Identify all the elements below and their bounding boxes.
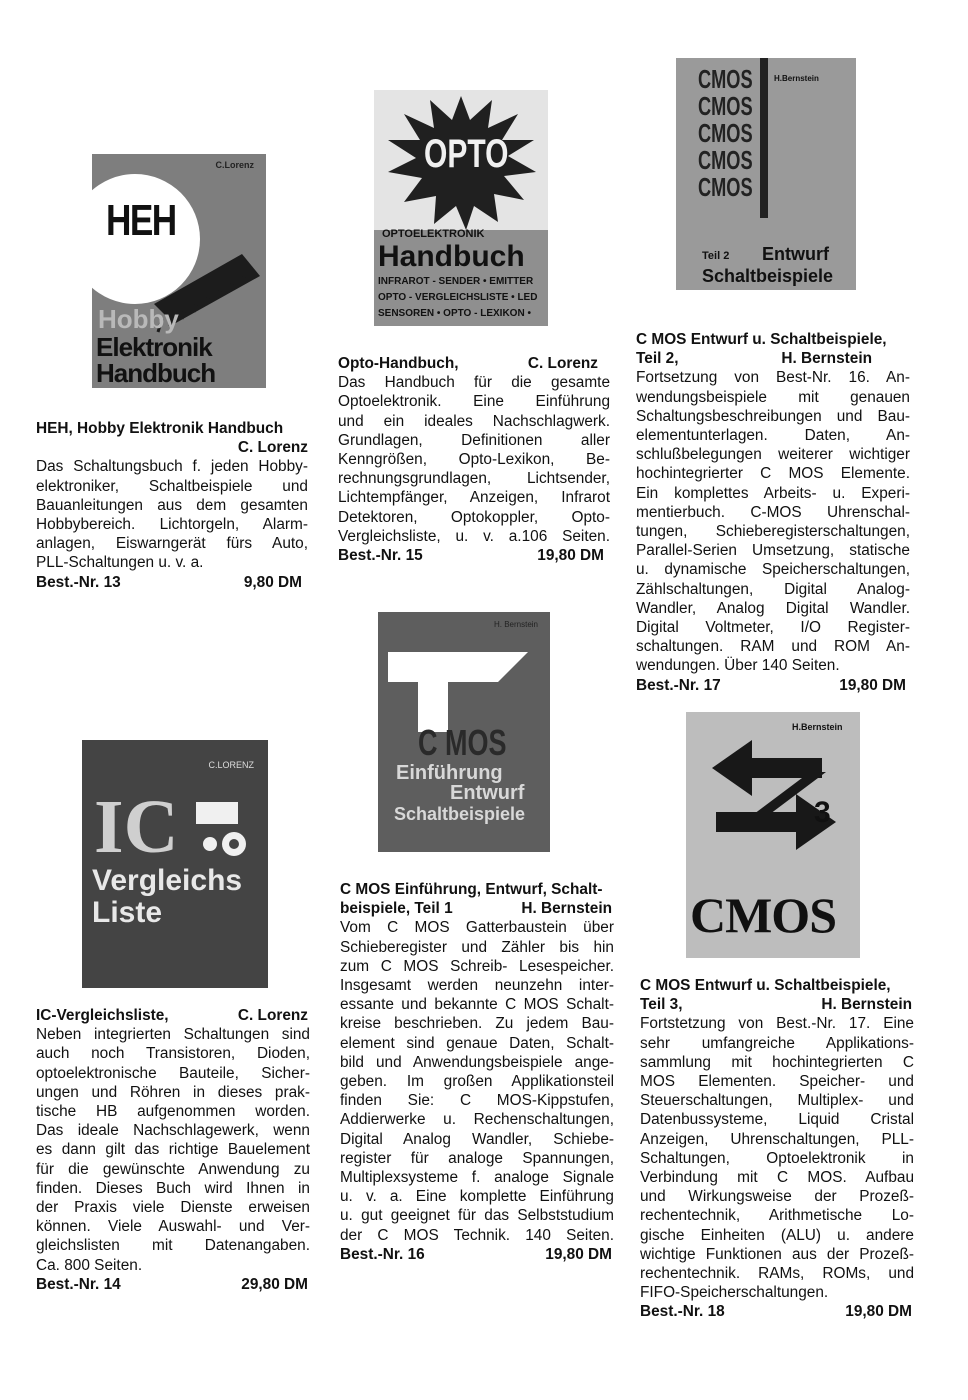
entry-line: Anzeigen, Uhrenschaltungen, PLL- <box>640 1130 914 1148</box>
entry-author: H. Bernstein <box>781 350 872 368</box>
entry-line: Das Schaltungsbuch f. jeden Hobby- <box>36 458 308 476</box>
cover-cmos2-word: CMOS <box>698 91 753 121</box>
entry-line: element sind genaue Daten, Schalt- <box>340 1034 614 1052</box>
entry-line: elektroniker, Schaltbeispiele und <box>36 477 308 495</box>
cover-cmos2-teil: Teil 2 <box>702 250 730 262</box>
order-number: Best.-Nr. 17 <box>636 676 721 694</box>
entry-author: H. Bernstein <box>521 900 612 918</box>
cover-cmos2-stack <box>698 66 776 201</box>
cover-ic <box>82 740 268 988</box>
cover-ic-logo: IC <box>94 785 179 869</box>
entry-line: Wandler, Analog Digital Wandler. <box>636 599 910 617</box>
entry-line: Das ideale Nachschlagewerk, wenn <box>36 1122 310 1140</box>
entry-title: Opto-Handbuch, <box>338 355 459 372</box>
cover-ic-line1: Vergleichs <box>92 864 243 897</box>
cover-opto-sub: OPTOELEKTRONIK <box>382 228 485 240</box>
cover-ic-author: C.LORENZ <box>208 760 254 770</box>
cover-opto-logo: OPTO <box>424 132 509 176</box>
entry-line: ungen und Röhren in dieses prak- <box>36 1083 310 1101</box>
entry-line: Lichtempfänger, Anzeigen, Infrarot <box>338 489 610 507</box>
cover-cmos2-word: CMOS <box>698 118 753 148</box>
entry-author: C. Lorenz <box>527 355 598 372</box>
entry-line: Fortstetzung von Best.-Nr. 17. Eine <box>640 1015 914 1033</box>
entry-line: Vergleichsliste, u. v. a.106 Seiten. <box>338 527 610 545</box>
cover-cmos3-logo: CMOS <box>690 887 836 943</box>
entry-line: Ca. 800 Seiten. <box>36 1256 143 1274</box>
order-number: Best.-Nr. 15 <box>338 547 423 565</box>
entry-opto <box>338 354 610 565</box>
entry-line: Steuerschaltungen, Multiplex- und <box>640 1092 914 1110</box>
entry-line: Vom C MOS Gatterbaustein über <box>340 919 614 937</box>
order-number: Best.-Nr. 13 <box>36 573 121 591</box>
entry-line: wendungsbeispiele mit genauen <box>636 388 910 406</box>
entry-line: und ein ideales Nachschlagwerk. <box>338 412 610 430</box>
entry-line: schaltungen. RAM und ROM An- <box>636 638 910 656</box>
entry-line: Datenbussysteme, Liquid Cristal <box>640 1111 914 1129</box>
price: 19,80 DM <box>537 547 604 565</box>
entry-line: rechentechnik. RAMs, ROMs, und <box>640 1265 914 1283</box>
entry-author: H. Bernstein <box>821 996 912 1014</box>
cover-heh <box>92 154 266 388</box>
entry-line: optoelektronische Bauteile, Sicher- <box>36 1064 310 1082</box>
cover-opto-line3: SENSOREN • OPTO - LEXIKON • <box>378 308 531 319</box>
entry-line: finden Sie: C MOS-Kippstufen, <box>340 1092 614 1110</box>
cover-cmos1-author: H. Bernstein <box>493 620 538 629</box>
entry-line: schlußbelegungen weiterer wichtiger <box>636 446 910 464</box>
entry-line: Detektoren, Optokoppler, Opto- <box>338 508 610 526</box>
order-number: Best.-Nr. 16 <box>340 1245 425 1263</box>
entry-line: der C MOS Technik. 140 Seiten. <box>340 1226 614 1244</box>
entry-line: Ein komplettes Arbeits- u. Experi- <box>636 484 910 502</box>
cover-cmos3-num: 3 <box>814 796 831 829</box>
entry-line: u. v. a. Eine komplette Einführung <box>340 1188 614 1206</box>
entry-title-2: Teil 2, <box>636 350 679 368</box>
entry-line: mentierbuch. C-MOS Uhrenschal- <box>636 503 910 521</box>
price: 9,80 DM <box>243 573 302 591</box>
cover-cmos-teil1 <box>378 612 550 852</box>
cover-cmos2-author: H.Bernstein <box>774 74 819 83</box>
entry-line: es dann gilt das richtige Bauelement <box>36 1141 310 1159</box>
entry-line: MOS Elementen. Speicher- und <box>640 1073 914 1091</box>
entry-line: essante und bekannte C MOS Schalt- <box>340 996 614 1014</box>
cover-cmos2-word: CMOS <box>698 145 753 175</box>
entry-line: Insgesamt werden neunzehn inter- <box>340 977 614 995</box>
entry-line: tungen, Schieberegisterschaltungen, <box>636 523 910 541</box>
cover-cmos2-word: CMOS <box>698 64 753 94</box>
entry-line: kreise beschrieben. Zu jedem Bau- <box>340 1015 614 1033</box>
entry-line: Verbindung mit C MOS. Aufbau <box>640 1169 914 1187</box>
entry-cmos-teil2 <box>636 330 910 695</box>
cover-cmos1-t2: Entwurf <box>450 782 525 804</box>
entry-line: register für analoge Spannungen, <box>340 1149 614 1167</box>
entry-line: und Wirkungsweise der Prozeß- <box>640 1188 914 1206</box>
entry-line: auch noch Transistoren, Dioden, <box>36 1045 310 1063</box>
entry-line: Neben integrierten Schaltungen sind <box>36 1026 310 1044</box>
cover-ic-line2: Liste <box>92 896 163 929</box>
entry-line: rechentechnik, Arithmetische Lo- <box>640 1207 914 1225</box>
entry-title: IC-Vergleichsliste, <box>36 1007 169 1024</box>
cover-heh-author: C.Lorenz <box>215 160 254 170</box>
entry-line: Digital Voltmeter, I/O Register- <box>636 619 910 637</box>
entry-title-2: Teil 3, <box>640 996 683 1014</box>
entry-line: geben. Im großen Applikationsteil <box>340 1073 614 1091</box>
entry-heh <box>36 419 308 592</box>
entry-line: Schaltungen, Optoelektronik in <box>640 1149 914 1167</box>
entry-line: Hobbybereich. Lichtorgeln, Alarm- <box>36 516 308 534</box>
entry-line: rechnungsgrundlagen, Lichtsender, <box>338 470 610 488</box>
cover-opto-title: Handbuch <box>378 240 525 273</box>
entry-line: u. dynamische Speicherschaltungen, <box>636 561 910 579</box>
cover-heh-line3: Handbuch <box>96 358 216 388</box>
order-number: Best.-Nr. 14 <box>36 1275 121 1293</box>
entry-line: für die gewünschte Anwendung zu <box>36 1160 310 1178</box>
entry-line: Fortsetzung von Best-Nr. 16. An- <box>636 369 910 387</box>
entry-cmos-teil3 <box>640 976 914 1322</box>
entry-line: bild und Anwendungsbeispiele ange- <box>340 1053 614 1071</box>
entry-cmos-teil1 <box>340 880 614 1264</box>
entry-ic <box>36 1006 310 1294</box>
entry-line: FIFO-Speicherschaltungen. <box>640 1284 829 1302</box>
entry-line: wichtige Funktionen aus der Prozeß- <box>640 1245 914 1263</box>
entry-line: Bauanleitungen aus dem gesamten <box>36 496 308 514</box>
entry-line: gleichslisten mit Datenangaben. <box>36 1237 310 1255</box>
price: 19,80 DM <box>845 1303 912 1321</box>
entry-author: C. Lorenz <box>237 439 308 457</box>
cover-opto-line2: OPTO - VERGLEICHSLISTE • LED <box>378 292 538 303</box>
order-number: Best.-Nr. 18 <box>640 1303 725 1321</box>
entry-line: Optoelektronik. Eine Einführung <box>338 393 610 411</box>
entry-line: Digital Analog Wandler, Schiebe- <box>340 1130 614 1148</box>
price: 19,80 DM <box>545 1245 612 1263</box>
entry-line: sammlung mit hochintegrierten C <box>640 1053 914 1071</box>
cover-heh-logo: HEH <box>106 196 176 245</box>
entry-line: tische HB aufgenommen worden. <box>36 1103 310 1121</box>
entry-line: anlagen, Eiswarngerät fürs Auto, <box>36 535 308 553</box>
cover-cmos-teil3 <box>686 712 860 958</box>
entry-line: zum C MOS Schreib- Lesespeicher. <box>340 957 614 975</box>
entry-line: der Praxis viele Dienste erweisen <box>36 1199 310 1217</box>
entry-line: sehr umfangreiche Applikations- <box>640 1034 914 1052</box>
cover-opto-line1: INFRAROT - SENDER • EMITTER <box>378 276 534 287</box>
entry-line: gische Einheiten (ALU) u. andere <box>640 1226 914 1244</box>
entry-title: C MOS Entwurf u. Schaltbeispiele, <box>636 331 887 348</box>
entry-line: Grundlagen, Definitionen aller <box>338 431 610 449</box>
entry-line: Multiplexsysteme f. analoge Signale <box>340 1169 614 1187</box>
entry-line: Schieberegister und Zähler bis hin <box>340 938 614 956</box>
entry-title-2: beispiele, Teil 1 <box>340 900 453 918</box>
entry-title: HEH, Hobby Elektronik Handbuch <box>36 420 284 437</box>
cover-cmos2-word: CMOS <box>698 172 753 202</box>
cover-heh-line2: Elektronik <box>96 332 212 362</box>
cover-cmos3-author: H.Bernstein <box>792 722 843 732</box>
price: 19,80 DM <box>839 676 906 694</box>
entry-line: Parallel-Serien Umsetzung, statische <box>636 542 910 560</box>
entry-line: wendungen. Über 140 Seiten. <box>636 657 840 675</box>
entry-line: Schaltungsbeschreibungen und Bau- <box>636 407 910 425</box>
entry-line: Addierwerke u. Rechenschaltungen, <box>340 1111 614 1129</box>
entry-title: C MOS Einführung, Entwurf, Schalt- <box>340 881 603 898</box>
entry-line: hochintegrierter C MOS Elemente. <box>636 465 910 483</box>
cover-cmos1-t3: Schaltbeispiele <box>394 804 526 824</box>
cover-cmos1-logo: C MOS <box>418 722 507 763</box>
cover-cmos2-t1: Entwurf <box>762 244 829 264</box>
entry-line: finden. Dieses Buch wird Ihnen in <box>36 1179 310 1197</box>
cover-cmos2-t2: Schaltbeispiele <box>702 266 834 286</box>
entry-line: elementunterlagen. Daten, An- <box>636 427 910 445</box>
entry-line: Das Handbuch für die gesamte <box>338 374 610 392</box>
entry-title: C MOS Entwurf u. Schaltbeispiele, <box>640 977 891 994</box>
entry-line: Kenngrößen, Opto-Lexikon, Be- <box>338 451 610 469</box>
price: 29,80 DM <box>241 1275 308 1293</box>
entry-author: C. Lorenz <box>237 1007 308 1024</box>
entry-line: u. gut geeignet für das Selbststudium <box>340 1207 614 1225</box>
cover-heh-line1: Hobby <box>98 304 179 334</box>
entry-line: Zählschaltungen, Digital Analog- <box>636 580 910 598</box>
entry-line: können. Viele Auswahl- und Ver- <box>36 1218 310 1236</box>
cover-opto <box>374 90 548 326</box>
cover-cmos-teil2 <box>676 58 856 290</box>
cover-cmos1-t1: Einführung <box>396 762 503 784</box>
entry-line: PLL-Schaltungen u. v. a. <box>36 554 204 572</box>
